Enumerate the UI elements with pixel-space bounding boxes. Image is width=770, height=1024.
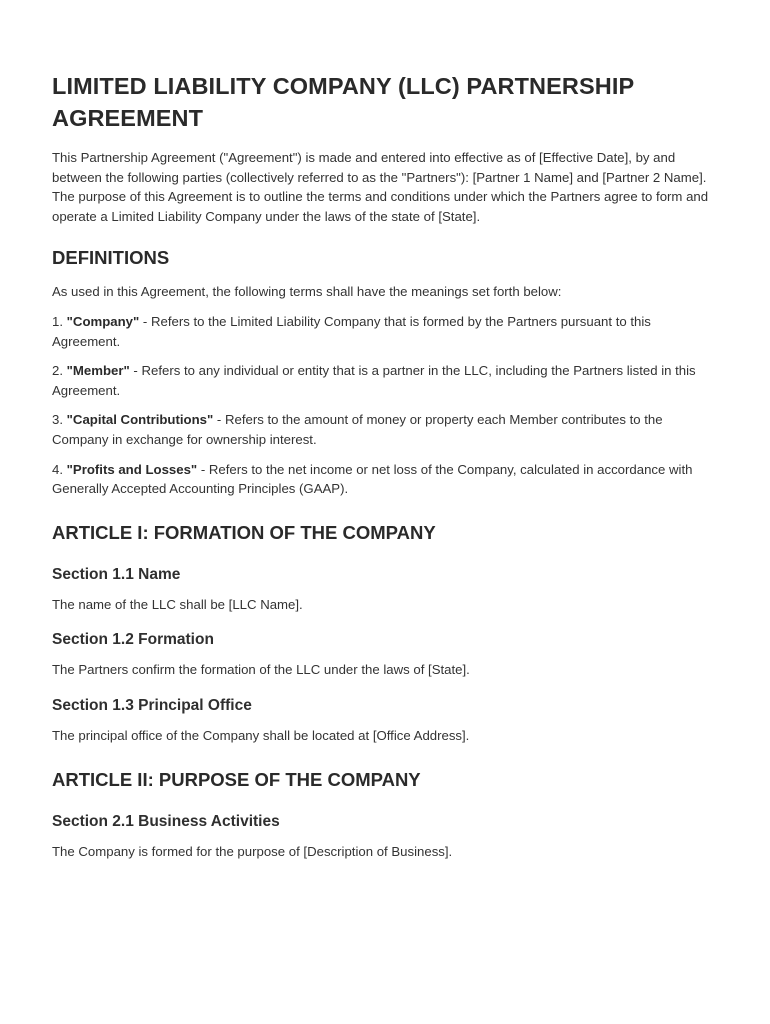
definition-number: 2.	[52, 363, 63, 379]
definitions-list	[52, 312, 720, 499]
intro-paragraph: This Partnership Agreement ("Agreement") is made and entered into effective as of [Effective Date], by and between the following parties (collectively referred to as the "Partners"): [Partner 1 Name] and [Partner 2 Name]. The purpose of this Agreement is to outline the terms and conditions under which the Partners agree to form and operate a Limited Liability Company under the laws of the state of [State].	[52, 150, 709, 224]
article-2-heading: ARTICLE II: PURPOSE OF THE COMPANY	[52, 768, 421, 790]
definitions-heading: DEFINITIONS	[52, 247, 170, 269]
section-heading: Section 1.1 Name	[52, 565, 181, 583]
definitions-lead: As used in this Agreement, the following terms shall have the meanings set forth below:	[52, 284, 562, 300]
document-page	[52, 70, 720, 877]
definition-item	[52, 312, 720, 351]
section-body: The Company is formed for the purpose of [Description of Business].	[52, 843, 453, 859]
definition-item	[52, 361, 720, 400]
definition-term: "Profits and Losses"	[66, 461, 198, 477]
definition-text: - Refers to the amount of money or property each Member contributes to the Company in exchange for ownership interest.	[52, 412, 663, 447]
section-1-1	[52, 565, 720, 615]
document-title: LIMITED LIABILITY COMPANY (LLC) PARTNERSHIP AGREEMENT	[52, 73, 634, 131]
section-2-1	[52, 812, 720, 862]
definition-item	[52, 460, 720, 499]
section-body: The name of the LLC shall be [LLC Name].	[52, 596, 303, 612]
section-body: The Partners confirm the formation of the LLC under the laws of [State].	[52, 662, 470, 678]
article-1-heading: ARTICLE I: FORMATION OF THE COMPANY	[52, 521, 436, 543]
definition-term: "Company"	[66, 313, 140, 329]
section-1-2	[52, 630, 720, 680]
definition-number: 3.	[52, 412, 63, 428]
definition-term: "Capital Contributions"	[66, 412, 214, 428]
definition-number: 1.	[52, 313, 63, 329]
definition-text: - Refers to the Limited Liability Company that is formed by the Partners pursuant to this Agreement.	[52, 313, 651, 349]
definition-text: - Refers to the net income or net loss of the Company, calculated in accordance with Generally Accepted Accounting Principles (GAAP).	[52, 461, 693, 497]
section-1-3	[52, 696, 720, 746]
definition-number: 4.	[52, 461, 63, 477]
section-heading: Section 1.2 Formation	[52, 631, 214, 649]
definition-item	[52, 410, 720, 449]
section-heading: Section 1.3 Principal Office	[52, 696, 252, 714]
definition-term: "Member"	[66, 363, 130, 379]
section-heading: Section 2.1 Business Activities	[52, 812, 280, 830]
definition-text: - Refers to any individual or entity that is a partner in the LLC, including the Partners listed in this Agreement.	[52, 363, 696, 398]
section-body: The principal office of the Company shall be located at [Office Address].	[52, 727, 470, 743]
